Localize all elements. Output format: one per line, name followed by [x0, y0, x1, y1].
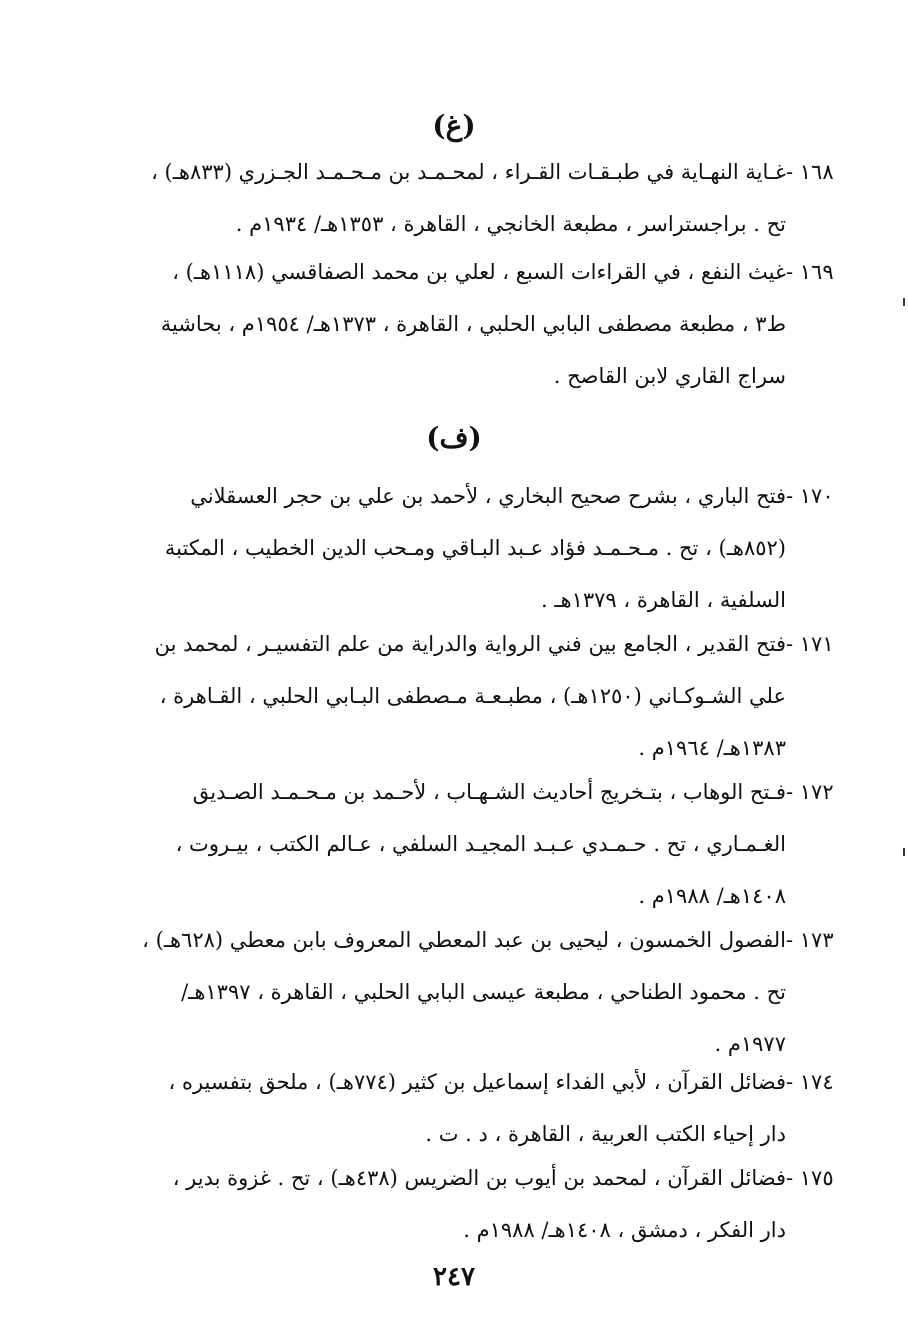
entry-line: ١٣٨٣هـ/ ١٩٦٤م .: [638, 736, 786, 760]
entry-line: علي الشـوكـاني (١٢٥٠هـ) ، مطبـعـة مـصطفى البـابي الحلبي ، القـاهرة ،: [159, 684, 786, 708]
bibliography-entry-168: [70, 146, 834, 250]
bibliography-entry-175: [70, 1152, 834, 1256]
bibliography-entry-169: [70, 246, 834, 402]
entry-line: فتح القدير ، الجامع بين فني الرواية والدراية من علم التفسيـر ، لمحمد بن: [154, 632, 786, 656]
entry-line: سراج القاري لابن القاصح .: [553, 364, 786, 388]
entry-line: فضائل القرآن ، لمحمد بن أيوب بن الضريس (٤٣٨هـ) ، تح . غزوة بدير ،: [172, 1166, 786, 1190]
entry-number: ١٧٠ -: [786, 484, 834, 508]
entry-line: فضائل القرآن ، لأبي الفداء إسماعيل بن كثير (٧٧٤هـ) ، ملحق بتفسيره ،: [168, 1070, 786, 1094]
entry-line: ١٩٧٧م .: [714, 1032, 786, 1056]
entry-line: دار الفكر ، دمشق ، ١٤٠٨هـ/ ١٩٨٨م .: [463, 1218, 786, 1242]
entry-line: دار إحياء الكتب العربية ، القاهرة ، د . ت .: [425, 1122, 786, 1146]
entry-line: الغـمـاري ، تح . حـمـدي عـبـد المجيـد السلفي ، عـالم الكتب ، بيـروت ،: [175, 832, 786, 856]
entry-number: ١٦٩ -: [786, 260, 834, 284]
entry-line: (٨٥٢هـ) ، تح . مـحـمـد فؤاد عـبد البـاقي ومـحب الدين الخطيب ، المكتبة: [164, 536, 786, 560]
entry-line: تح . براجستراسر ، مطبعة الخانجي ، القاهرة ، ١٣٥٣هـ/ ١٩٣٤م .: [235, 212, 786, 236]
entry-line: ط٣ ، مطبعة مصطفى البابي الحلبي ، القاهرة ، ١٣٧٣هـ/ ١٩٥٤م ، بحاشية: [160, 312, 786, 336]
bibliography-entry-173: [70, 914, 834, 1070]
entry-line: غيث النفع ، في القراءات السبع ، لعلي بن محمد الصفاقسي (١١١٨هـ) ،: [172, 260, 786, 284]
page-number: ٢٤٧: [433, 1262, 475, 1292]
margin-tick-mark: [903, 298, 905, 306]
entry-line: السلفية ، القاهرة ، ١٣٧٩هـ .: [540, 588, 786, 612]
entry-line: غـاية النهـاية في طبـقـات القـراء ، لمحـمـد بن مـحـمـد الجـزري (٨٣٣هـ) ،: [151, 160, 786, 184]
entry-number: ١٧١ -: [786, 632, 834, 656]
entry-number: ١٦٨ -: [786, 160, 834, 184]
bibliography-entry-172: [70, 766, 834, 922]
entry-line: تح . محمود الطناحي ، مطبعة عيسى البابي الحلبي ، القاهرة ، ١٣٩٧هـ/: [181, 980, 786, 1004]
entry-number: ١٧٣ -: [786, 928, 834, 952]
section-heading-fa: (ف): [426, 421, 482, 454]
bibliography-entry-171: [70, 618, 834, 774]
entry-line: ١٤٠٨هـ/ ١٩٨٨م .: [638, 884, 786, 908]
bibliography-entry-170: [70, 470, 834, 626]
margin-tick-mark: [903, 848, 905, 856]
entry-number: ١٧٥ -: [786, 1166, 834, 1190]
entry-number: ١٧٢ -: [786, 780, 834, 804]
section-heading-ghayn: (غ): [432, 109, 476, 142]
entry-line: فتح الباري ، بشرح صحيح البخاري ، لأحمد بن علي بن حجر العسقلاني: [190, 484, 786, 508]
entry-number: ١٧٤ -: [786, 1070, 834, 1094]
entry-line: فـتح الوهاب ، بتـخريج أحاديث الشـهـاب ، لأحـمد بن مـحـمـد الصـديق: [192, 780, 786, 804]
bibliography-entry-174: [70, 1056, 834, 1160]
entry-line: الفصول الخمسون ، ليحيى بن عبد المعطي المعروف بابن معطي (٦٢٨هـ) ،: [142, 928, 786, 952]
